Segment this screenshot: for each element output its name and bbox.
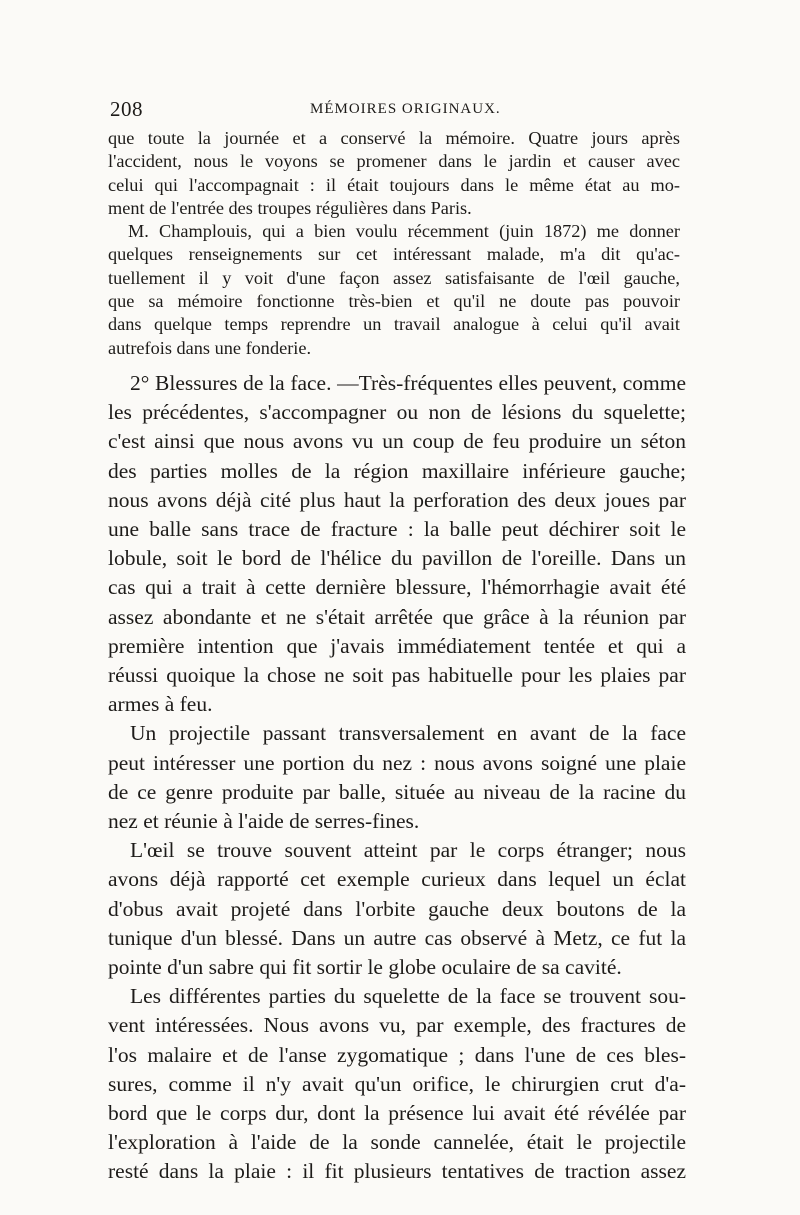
text-line: celui qui l'accompagnait : il était toujours dans le même état au mo- <box>108 174 680 195</box>
text-line: que toute la journée et a conservé la mémoire. Quatre jours après <box>108 128 680 148</box>
section-heading-line: 2° Blessures de la face. —Très-fréquentes elles peuvent, comme <box>130 371 686 395</box>
text-line: nez et réunie à l'aide de serres-fines. <box>108 809 420 834</box>
text-line: Les différentes parties du squelette de la face se trouvent sou- <box>130 984 686 1009</box>
text-line: une balle sans trace de fracture : la balle peut déchirer soit le <box>108 517 686 542</box>
text-line: avons déjà rapporté cet exemple curieux dans lequel un éclat <box>108 867 686 892</box>
text-line: l'accident, nous le voyons se promener dans le jardin et causer avec <box>108 151 680 172</box>
text-line: cas qui a trait à cette dernière blessure, l'hémorrhagie avait été <box>108 575 686 600</box>
text-line: des parties molles de la région maxillaire inférieure gauche; <box>108 458 686 483</box>
text-line: bord que le corps dur, dont la présence lui avait été révélée par <box>108 1101 686 1126</box>
text-line: les précédentes, s'accompagner ou non de lésions du squelette; <box>108 400 686 425</box>
text-line: de ce genre produite par balle, située au niveau de la racine du <box>108 779 686 804</box>
text-line: tunique d'un blessé. Dans un autre cas observé à Metz, ce fut la <box>108 925 686 950</box>
text-line: Un projectile passant transversalement en avant de la face <box>130 721 686 746</box>
text-line: c'est ainsi que nous avons vu un coup de feu produire un séton <box>108 429 686 454</box>
text-line: tuellement il y voit d'une façon assez satisfaisante de l'œil gauche, <box>108 267 680 288</box>
text-line: l'os malaire et de l'anse zygomatique ; dans l'une de ces bles- <box>108 1042 686 1067</box>
text-line: d'obus avait projeté dans l'orbite gauche deux boutons de la <box>108 896 686 921</box>
text-line: sures, comme il n'y avait qu'un orifice, le chirurgien crut d'a- <box>108 1071 686 1096</box>
text-line: quelques renseignements sur cet intéressant malade, m'a dit qu'ac- <box>108 244 680 265</box>
text-line: M. Champlouis, qui a bien voulu récemment (juin 1872) me donner <box>128 221 680 242</box>
text-line: première intention que j'avais immédiatement tentée et qui a <box>108 633 686 658</box>
text-line: pointe d'un sabre qui fit sortir le globe oculaire de sa cavité. <box>108 955 622 980</box>
text-line: dans quelque temps reprendre un travail analogue à celui qu'il avait <box>108 314 680 335</box>
text-line: armes à feu. <box>108 692 213 717</box>
running-title: MÉMOIRES ORIGINAUX. <box>310 101 501 117</box>
text-line: resté dans la plaie : il fit plusieurs tentatives de traction assez <box>108 1159 686 1184</box>
text-line: réussi quoique la chose ne soit pas habituelle pour les plaies par <box>108 663 686 688</box>
text-line: l'exploration à l'aide de la sonde cannelée, était le projectile <box>108 1130 686 1155</box>
text-line: L'œil se trouve souvent atteint par le corps étranger; nous <box>130 838 686 863</box>
main-text-block <box>108 369 686 1187</box>
text-line: autrefois dans une fonderie. <box>108 337 312 358</box>
case-notes-block <box>108 127 680 360</box>
text-line: lobule, soit le bord de l'hélice du pavillon de l'oreille. Dans un <box>108 546 686 571</box>
page-header <box>110 97 690 121</box>
text-line: que sa mémoire fonctionne très-bien et qu'il ne doute pas pouvoir <box>108 291 680 312</box>
text-line: assez abondante et ne s'était arrêtée que grâce à la réunion par <box>108 604 686 629</box>
text-line: ment de l'entrée des troupes régulières dans Paris. <box>108 197 472 218</box>
text-line: nous avons déjà cité plus haut la perforation des deux joues par <box>108 487 686 512</box>
page-number: 208 <box>110 97 143 121</box>
text-line: vent intéressées. Nous avons vu, par exemple, des fractures de <box>108 1013 686 1038</box>
text-line: peut intéresser une portion du nez : nous avons soigné une plaie <box>108 750 686 775</box>
